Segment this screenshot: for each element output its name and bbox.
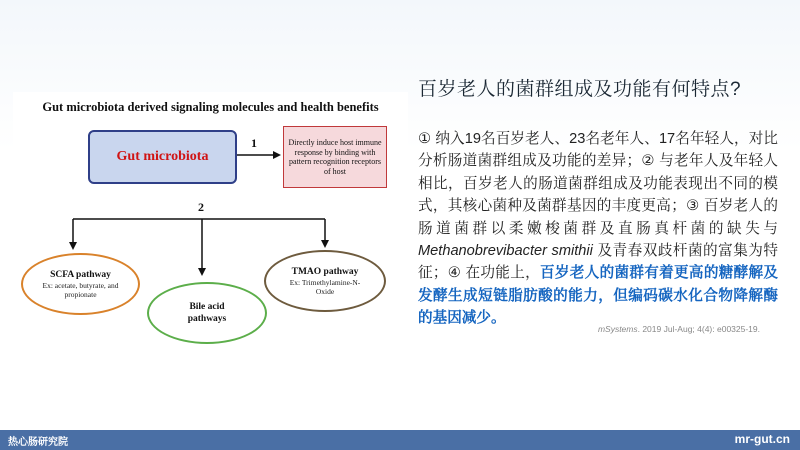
footer-website-link[interactable]: mr-gut.cn xyxy=(734,432,790,446)
species-name: Methanobrevibacter smithii xyxy=(418,243,593,260)
arrow-2-mid-head xyxy=(198,268,206,276)
arrow-2-right-head xyxy=(321,240,329,248)
arrow-1-label: 1 xyxy=(251,136,257,150)
highlighted-conclusion: 百岁老人的菌群有着更高的糖酵解及发酵生成短链脂肪酸的能力，但编码碳水化合物降解酶的基因减少。 xyxy=(418,265,778,327)
scfa-pathway-examples: Ex: acetate, butyrate, and propionate xyxy=(42,280,119,299)
signaling-figure xyxy=(13,92,408,345)
bile-acid-pathway-title: Bile acid pathways xyxy=(187,302,227,324)
citation xyxy=(560,324,760,334)
footer-bar xyxy=(0,430,800,450)
scfa-pathway-title: SCFA pathway xyxy=(50,269,111,280)
citation-journal: mSystems xyxy=(597,324,638,334)
immune-response-box: Directly induce host immune response by binding with pattern recognition receptors of host xyxy=(283,126,387,188)
citation-details: . 2019 Jul-Aug; 4(4): e00325-19. xyxy=(637,324,760,334)
findings-text-part2: 及青春双歧杆菌的富集为特征；④ 在功能上， xyxy=(418,243,778,282)
findings-text xyxy=(418,128,778,330)
arrow-1-head xyxy=(273,151,281,159)
figure-title: Gut microbiota derived signaling molecules and health benefits xyxy=(42,100,379,114)
findings-text-part1: ① 纳入19名百岁老人、23名老年人、17名年轻人，对比分析肠道菌群组成及功能的差异；② 与老年人及年轻人相比，百岁老人的肠道菌群组成及功能表现出不同的模式，其核心菌种及菌群基因的丰度更高；③ 百岁老人的肠道菌群以柔嫩梭菌群及直肠真杆菌的缺失与 xyxy=(418,131,778,237)
arrow-2-label: 2 xyxy=(198,200,204,214)
scfa-pathway-ellipse xyxy=(21,253,140,315)
footer-brand: 热心肠研究院 xyxy=(8,437,68,448)
arrow-2-left-head xyxy=(69,242,77,250)
tmao-pathway-examples: Ex: Trimethylamine-N-Oxide xyxy=(289,277,361,296)
tmao-pathway-ellipse xyxy=(264,250,386,312)
bile-acid-pathway-ellipse xyxy=(147,282,267,344)
slide-heading: 百岁老人的菌群组成及功能有何特点? xyxy=(418,79,742,100)
gut-microbiota-box: Gut microbiota xyxy=(88,130,237,184)
tmao-pathway-title: TMAO pathway xyxy=(291,266,359,277)
